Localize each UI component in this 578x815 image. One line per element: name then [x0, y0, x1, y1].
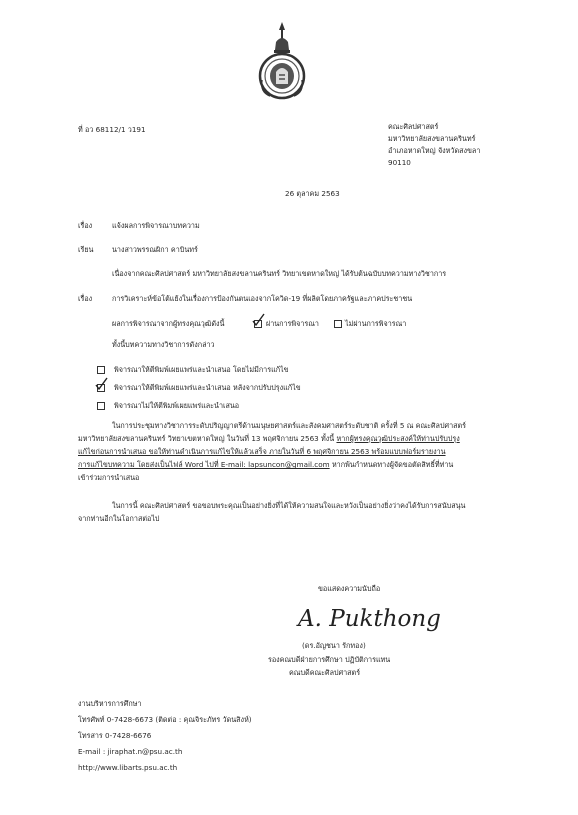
signer-name: (ดร.อัญชนา รักทอง) [302, 641, 366, 650]
check-mark-icon [94, 377, 108, 391]
subject-label: เรื่อง [78, 221, 93, 230]
signer-title-1: รองคณบดีฝ่ายการศึกษา ปฏิบัติการแทน [268, 655, 391, 664]
review-result-line: ผลการพิจารณาจากผู้ทรงคุณวุฒิดังนี้ [112, 319, 225, 328]
article-title: การวิเคราะห์ข้อโต้แย้งในเรื่องการป้องกันตนเองจากโควิด-19 ที่ผลิตโดยภาครัฐและภาคประชาชน [112, 294, 413, 303]
contact-phone: โทรศัพท์ 0-7428-6673 (ติดต่อ : คุณจิระภัทร วัดนสิงห์) [78, 715, 252, 724]
document-date: 26 ตุลาคม 2563 [285, 189, 340, 198]
conference-line-1: ในการประชุมทางวิชาการระดับปริญญาตรีด้านมนุษยศาสตร์และสังคมศาสตร์ระดับชาติ ครั้งที่ 5 ณ คณะศิลปศาสตร์ [112, 421, 467, 430]
org-line-4: 90110 [388, 158, 411, 167]
recipient-name: นางสาวพรรณผิกา คาบินทร์ [112, 245, 198, 254]
signature: A. Pukthong [298, 606, 441, 632]
recipient-label: เรียน [78, 245, 94, 254]
fail-checkbox [334, 320, 342, 328]
conference-line-2: มหาวิทยาลัยสงขลานครินทร์ วิทยาเขตหาดใหญ่ ในวันที่ 13 พฤศจิกายน 2563 ทั้งนี้ หากผู้ทรงคุณวุฒิประสงค์ให้ท่านปรับปรุง [78, 434, 460, 443]
university-crest-logo [256, 20, 308, 100]
conference-line-3: แก้ไขก่อนการนำเสนอ ขอให้ท่านดำเนินการแก้ไขให้แล้วเสร็จ ภายในวันที่ 6 พฤศจิกายน 2563 พร้อมแบบฟอร์มรายงาน [78, 447, 446, 456]
subject-text: แจ้งผลการพิจารณาบทความ [112, 221, 200, 230]
org-line-3: อำเภอหาดใหญ่ จังหวัดสงขลา [388, 146, 481, 155]
article-label: เรื่อง [78, 294, 93, 303]
org-line-1: คณะศิลปศาสตร์ [388, 122, 439, 131]
option-label-2: พิจารณาให้ตีพิมพ์เผยแพร่และนำเสนอ หลังจากปรับปรุงแก้ไข [114, 383, 301, 392]
thanks-line-1: ในการนี้ คณะศิลปศาสตร์ ขอขอบพระคุณเป็นอย่างยิ่งที่ได้ให้ความสนใจและหวังเป็นอย่างยิ่งว่าคงได้รับการสนับสนุน [112, 501, 466, 510]
review-pass-label: ผ่านการพิจารณา [266, 319, 319, 328]
review-fail-label: ไม่ผ่านการพิจารณา [345, 319, 407, 328]
contact-fax: โทรสาร 0-7428-6676 [78, 731, 152, 740]
conference-line-5: เข้าร่วมการนำเสนอ [78, 473, 140, 482]
contact-email: E-mail : jiraphat.n@psu.ac.th [78, 747, 183, 756]
signer-title-2: คณบดีคณะศิลปศาสตร์ [289, 668, 361, 677]
org-line-2: มหาวิทยาลัยสงขลานครินทร์ [388, 134, 476, 143]
option-label-1: พิจารณาให้ตีพิมพ์เผยแพร่และนำเสนอ โดยไม่มีการแก้ไข [114, 365, 289, 374]
intro-paragraph: เนื่องจากคณะศิลปศาสตร์ มหาวิทยาลัยสงขลานครินทร์ วิทยาเขตหาดใหญ่ ได้รับต้นฉบับบทความทางวิชาการ [112, 269, 447, 278]
thanks-line-2: จากท่านอีกในโอกาสต่อไป [78, 514, 160, 523]
contact-website: http://www.libarts.psu.ac.th [78, 763, 178, 772]
option-checkbox-1 [97, 366, 105, 374]
closing-regards: ขอแสดงความนับถือ [318, 584, 381, 593]
option-label-3: พิจารณาไม่ให้ตีพิมพ์เผยแพร่และนำเสนอ [114, 401, 240, 410]
contact-unit: งานบริหารการศึกษา [78, 699, 142, 708]
check-mark-icon [251, 313, 265, 327]
option-checkbox-3 [97, 402, 105, 410]
review-note: ทั้งนี้บทความทางวิชาการดังกล่าว [112, 340, 215, 349]
conference-line-4: การแก้ไขบทความ โดยส่งเป็นไฟล์ Word ไปที่ E-mail: lapsuncon@gmail.com หากพ้นกำหนดทางผู้จัดขอตัดสิทธิ์ที่ท่าน [78, 460, 454, 469]
document-number: ที่ อว 68112/1 ว191 [78, 125, 146, 134]
